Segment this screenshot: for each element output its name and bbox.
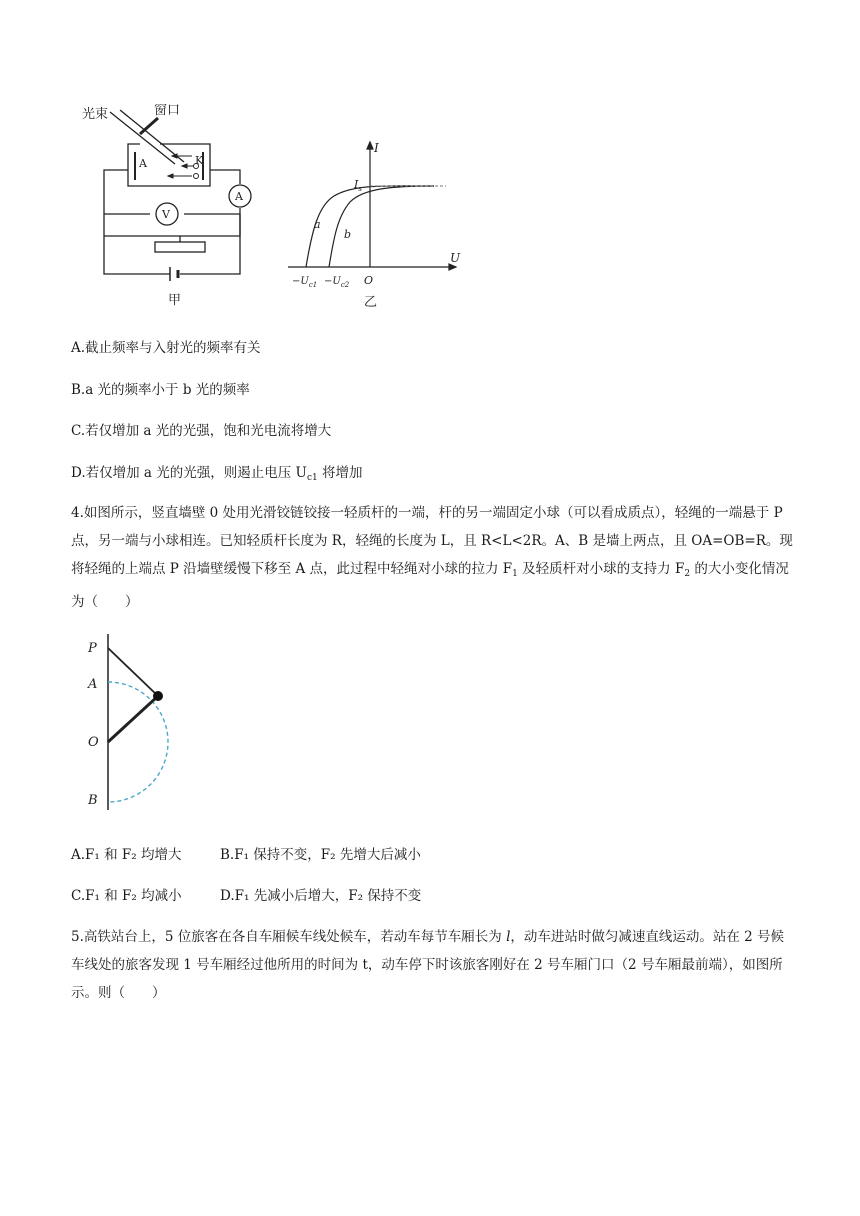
iu-graph-yi xyxy=(284,136,470,314)
figure-caption-jia: 甲 xyxy=(168,293,182,308)
point-label-b: B xyxy=(88,793,98,808)
curve-label-a: a xyxy=(314,218,321,231)
axis-label-i: I xyxy=(374,141,379,155)
point-label-a: A xyxy=(88,677,98,692)
q4-stem: 4.如图所示，竖直墙壁 0 处用光滑铰链铰接一轻质杆的一端，杆的另一端固定小球（可以看成质点），轻绳的一端悬于 P 点，另一端与小球相连。已知轻质杆长度为 R，轻绳的长度为 L，且 R<L<2R。A、B 是墙上两点，且 OA=OB=R。现将轻绳的上端点 P 沿墙壁缓慢下移至 A 点，此过程中轻绳对小球的拉力 $F_1$ 及轻质杆对小球的支持力 $F_2$ 的大小变化情况为（ ） xyxy=(71,505,793,610)
q5-stem: 5.高铁站台上，5 位旅客在各自车厢候车线处候车，若动车每节车厢长为 l，动车进站时做匀减速直线运动。站在 2 号候车线处的旅客发现 1 号车厢经过他所用的时间为 t，动车停下时该旅客刚好在 2 号车厢门口（2 号车厢最前端），如图所示。则（ ） xyxy=(71,929,785,1001)
label-cathode: K xyxy=(195,154,204,167)
q3-option-d: D.若仅增加 a 光的光强，则遏止电压 $U_{c1}$ 将增加 xyxy=(71,465,363,483)
tick-neg-uc1: $-U_{c1}$ xyxy=(292,276,318,289)
tick-neg-uc2: $-U_{c2}$ xyxy=(324,276,350,289)
figure-caption-yi: 乙 xyxy=(364,295,378,310)
label-is: $I_s$ xyxy=(354,178,362,193)
label-anode: A xyxy=(139,157,147,170)
axis-label-u: U xyxy=(450,251,461,265)
label-chuangkou: 窗口 xyxy=(154,104,181,118)
label-guangshu: 光束 xyxy=(82,107,109,122)
point-label-p: P xyxy=(88,641,97,656)
q3-option-b: B.a 光的频率小于 b 光的频率 xyxy=(71,382,250,398)
q4-wall-figure xyxy=(84,632,194,812)
curve-label-b: b xyxy=(344,228,352,241)
q3-option-c: C.若仅增加 a 光的光强，饱和光电流将增大 xyxy=(71,423,332,439)
ammeter-symbol: A xyxy=(235,190,243,203)
origin-label: O xyxy=(364,274,374,287)
circuit-figure-jia xyxy=(80,104,260,314)
voltmeter-symbol: V xyxy=(162,208,170,221)
q4-option-a: A.F₁ 和 F₂ 均增大 xyxy=(71,847,182,863)
q4-option-d: D.F₁ 先减小后增大，F₂ 保持不变 xyxy=(220,888,422,904)
q3-option-a: A.截止频率与入射光的频率有关 xyxy=(71,340,261,356)
point-label-o: O xyxy=(88,735,99,750)
q4-option-c: C.F₁ 和 F₂ 均减小 xyxy=(71,888,182,904)
q4-option-b: B.F₁ 保持不变，F₂ 先增大后减小 xyxy=(220,847,421,863)
